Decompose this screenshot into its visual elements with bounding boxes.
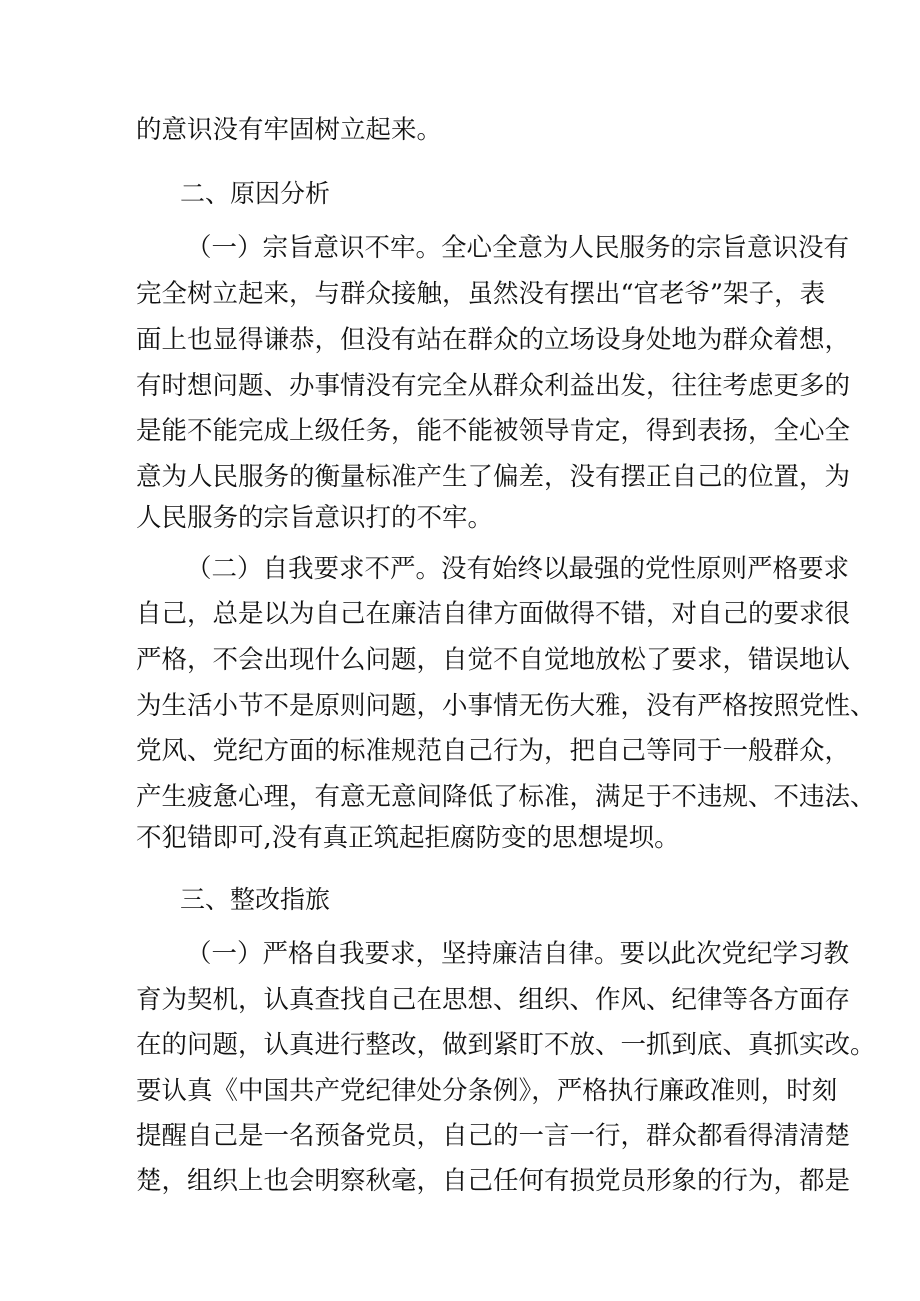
paragraph-line: 有时想问题、办事情没有完全从群众利益出发，往往考虑更多的 bbox=[136, 371, 851, 401]
paragraph-line: （一）严格自我要求，坚持廉洁自律。要以此次党纪学习教 bbox=[186, 939, 850, 969]
paragraph-line: 完全树立起来，与群众接触，虽然没有摆出“官老爷”架子，表 bbox=[136, 279, 826, 309]
paragraph-line: 要认真《中国共产党纪律处分条例》，严格执行廉政准则，时刻 bbox=[136, 1076, 838, 1106]
paragraph-line: 在的问题，认真进行整改，做到紧盯不放、一抓到底、真抓实改。 bbox=[136, 1030, 876, 1060]
paragraph-line: 不犯错即可,没有真正筑起拒腐防变的思想堤坝。 bbox=[136, 823, 680, 853]
paragraph-line: 党风、党纪方面的标准规范自己行为，把自己等同于一般群众， bbox=[136, 736, 851, 766]
paragraph-line: 育为契机，认真查找自己在思想、组织、作风、纪律等各方面存 bbox=[136, 985, 851, 1015]
section-heading-rectification: 三、整改指旅 bbox=[180, 885, 331, 914]
paragraph-line: 严格，不会出现什么问题，自觉不自觉地放松了要求，错误地认 bbox=[136, 645, 851, 675]
paragraph-line: 提醒自己是一名预备党员，自己的一言一行，群众都看得清清楚 bbox=[136, 1121, 851, 1151]
paragraph-line: 意为人民服务的衡量标准产生了偏差，没有摆正自己的位置，为 bbox=[136, 462, 851, 492]
section-heading-cause-analysis: 二、原因分析 bbox=[180, 179, 331, 208]
paragraph-line: （一）宗旨意识不牢。全心全意为人民服务的宗旨意识没有 bbox=[186, 233, 850, 263]
paragraph-line: 自己，总是以为自己在廉洁自律方面做得不错，对自己的要求很 bbox=[136, 599, 851, 629]
paragraph-line: 产生疲惫心理，有意无意间降低了标准，满足于不违规、不违法、 bbox=[136, 782, 876, 812]
paragraph-line: （二）自我要求不严。没有始终以最强的党性原则严格要求 bbox=[186, 554, 850, 584]
paragraph-line: 面上也显得谦恭，但没有站在群众的立场设身处地为群众着想， bbox=[136, 325, 851, 355]
paragraph-line: 是能不能完成上级任务，能不能被领导肯定，得到表扬，全心全 bbox=[136, 416, 851, 446]
paragraph-line: 人民服务的宗旨意识打的不牢。 bbox=[136, 503, 494, 533]
paragraph-line: 为生活小节不是原则问题，小事情无伤大雅，没有严格按照党性、 bbox=[136, 691, 876, 721]
paragraph-line: 楚，组织上也会明察秋毫，自己任何有损党员形象的行为，都是 bbox=[136, 1166, 851, 1196]
paragraph-line: 的意识没有牢固树立起来。 bbox=[136, 115, 443, 145]
